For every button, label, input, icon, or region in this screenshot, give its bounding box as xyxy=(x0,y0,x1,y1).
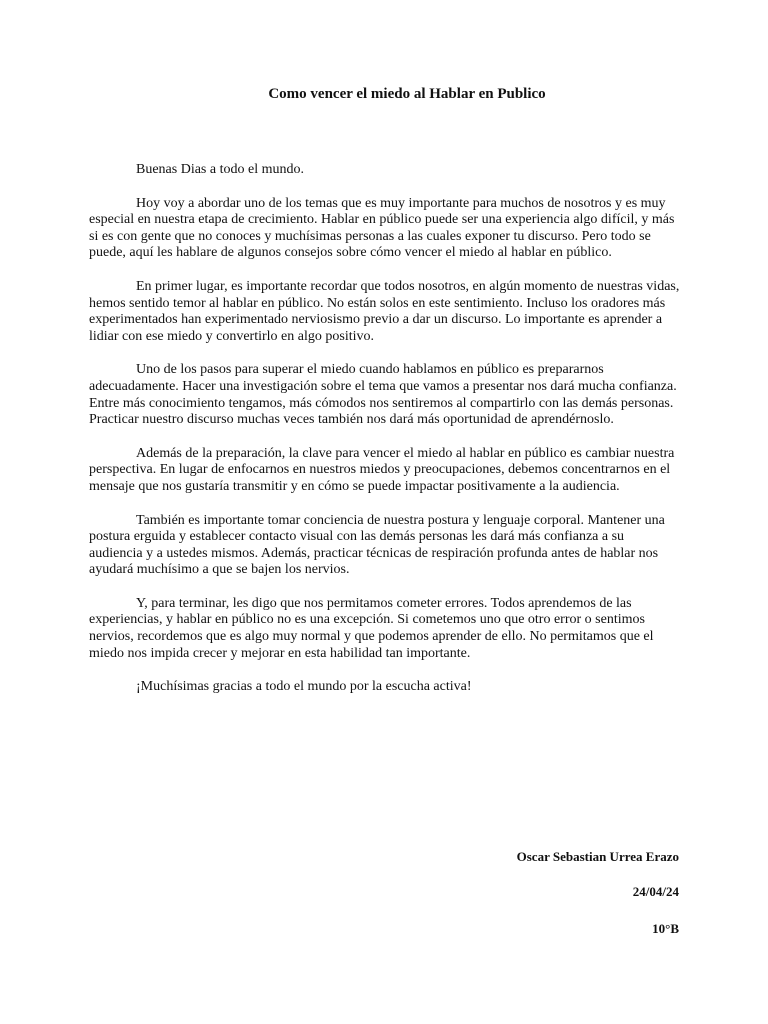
author-grade: 10°B xyxy=(652,921,679,936)
paragraph-introduction: Hoy voy a abordar uno de los temas que es muy importante para muchos de nosotros y es muy especial en nuestra etapa de crecimiento. Hablar en público puede ser una experiencia algo difícil, y más si es con gente que no conoces y muchísimas personas a las cuales exponer tu discurso. Pero todo se puede, aquí les hablare de algunos consejos sobre cómo vencer el miedo al hablar en público. xyxy=(89,195,675,261)
paragraph-greeting: Buenas Dias a todo el mundo. xyxy=(136,162,304,177)
paragraph-posture: También es importante tomar conciencia de nuestra postura y lenguaje corporal. Mantener una postura erguida y establecer contacto visual con las demás personas les dará más confianza a su audiencia y a ustedes mismos. Además, practicar técnicas de respiración profunda antes de hablar nos ayudará muchísimo a que se bajen los nervios. xyxy=(89,512,665,578)
paragraph-thanks: ¡Muchísimas gracias a todo el mundo por la escucha activa! xyxy=(136,679,472,695)
document-title: Como vencer el miedo al Hablar en Publico xyxy=(268,86,546,102)
document-body xyxy=(89,162,681,713)
paragraph-first-point: En primer lugar, es importante recordar que todos nosotros, en algún momento de nuestras vidas, hemos sentido temor al hablar en público. No están solos en este sentimiento. Incluso los oradores más experimentados han experimentado nerviosismo previo a dar un discurso. Lo importante es aprender a lidiar con ese miedo y convertirlo en algo positivo. xyxy=(89,278,680,344)
paragraph-conclusion: Y, para terminar, les digo que nos permitamos cometer errores. Todos aprendemos de las experiencias, y hablar en público no es una excepción. Si cometemos uno que otro error o sentimos nervios, recordemos que es algo muy normal y que podemos aprender de ello. No permitamos que el miedo nos impida crecer y mejorar en esta habilidad tan importante. xyxy=(89,595,654,661)
author-name: Oscar Sebastian Urrea Erazo xyxy=(516,849,679,864)
paragraph-perspective: Además de la preparación, la clave para vencer el miedo al hablar en público es cambiar nuestra perspectiva. En lugar de enfocarnos en nuestros miedos y preocupaciones, debemos concentrarnos en el mensaje que nos gustaría transmitir y en cómo se puede impactar positivamente a la audiencia. xyxy=(89,445,675,494)
document-date: 24/04/24 xyxy=(632,884,679,899)
paragraph-preparation: Uno de los pasos para superar el miedo cuando hablamos en público es prepararnos adecuadamente. Hacer una investigación sobre el tema que vamos a presentar nos dará mucha confianza. Entre más conocimiento tengamos, más cómodos nos sentiremos al compartirlo con las demás personas. Practicar nuestro discurso muchas veces también nos dará más oportunidad de aprendérnoslo. xyxy=(89,362,677,428)
